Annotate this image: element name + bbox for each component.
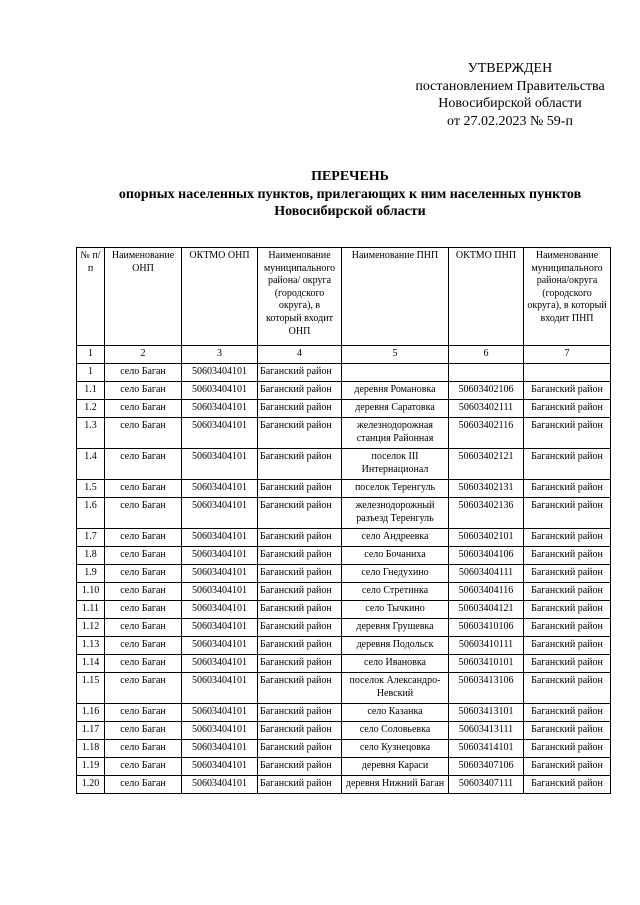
- pnp-oktmo-cell: 50603413111: [449, 722, 524, 740]
- pnp-district-cell: Баганский район: [524, 480, 611, 498]
- onp-name-cell: село Баган: [105, 382, 182, 400]
- title-subtitle: опорных населенных пунктов, прилегающих к ним населенных пунктов: [118, 186, 582, 202]
- pnp-district-cell: Баганский район: [524, 722, 611, 740]
- onp-name-cell: село Баган: [105, 480, 182, 498]
- table-row: [77, 655, 611, 673]
- table-header-row: [77, 248, 611, 346]
- pnp-oktmo-cell: [449, 364, 524, 382]
- row-number-cell: 1.13: [77, 637, 105, 655]
- column-number: 6: [449, 346, 524, 364]
- onp-oktmo-cell: 50603404101: [182, 758, 258, 776]
- onp-district-cell: Баганский район: [258, 547, 342, 565]
- onp-name-cell: село Баган: [105, 655, 182, 673]
- settlements-table: [76, 247, 611, 794]
- onp-name-cell: село Баган: [105, 673, 182, 704]
- row-number-cell: 1.17: [77, 722, 105, 740]
- pnp-oktmo-cell: 50603410101: [449, 655, 524, 673]
- column-number: 2: [105, 346, 182, 364]
- pnp-name-cell: село Андреевка: [342, 529, 449, 547]
- row-number-cell: 1.5: [77, 480, 105, 498]
- pnp-name-cell: поселок Теренгуль: [342, 480, 449, 498]
- row-number-cell: 1.18: [77, 740, 105, 758]
- pnp-oktmo-cell: 50603404111: [449, 565, 524, 583]
- pnp-name-cell: деревня Подольск: [342, 637, 449, 655]
- onp-district-cell: Баганский район: [258, 740, 342, 758]
- title-region: Новосибирской области: [274, 204, 426, 219]
- table-row: [77, 382, 611, 400]
- pnp-district-cell: Баганский район: [524, 547, 611, 565]
- onp-oktmo-cell: 50603404101: [182, 364, 258, 382]
- pnp-district-cell: Баганский район: [524, 619, 611, 637]
- row-number-cell: 1.14: [77, 655, 105, 673]
- onp-district-cell: Баганский район: [258, 637, 342, 655]
- onp-district-cell: Баганский район: [258, 565, 342, 583]
- onp-name-cell: село Баган: [105, 704, 182, 722]
- pnp-oktmo-cell: 50603402136: [449, 498, 524, 529]
- onp-name-cell: село Баган: [105, 498, 182, 529]
- onp-oktmo-cell: 50603404101: [182, 722, 258, 740]
- onp-oktmo-cell: 50603404101: [182, 655, 258, 673]
- pnp-district-cell: Баганский район: [524, 704, 611, 722]
- onp-name-cell: село Баган: [105, 740, 182, 758]
- onp-district-cell: Баганский район: [258, 655, 342, 673]
- pnp-oktmo-cell: 50603414101: [449, 740, 524, 758]
- pnp-name-cell: село Ивановка: [342, 655, 449, 673]
- onp-district-cell: Баганский район: [258, 619, 342, 637]
- row-number-cell: 1.4: [77, 449, 105, 480]
- onp-oktmo-cell: 50603404101: [182, 498, 258, 529]
- pnp-oktmo-cell: 50603404121: [449, 601, 524, 619]
- approval-decree: постановлением Правительства: [415, 78, 605, 94]
- pnp-name-cell: село Гнедухино: [342, 565, 449, 583]
- table-row: [77, 601, 611, 619]
- row-number-cell: 1.10: [77, 583, 105, 601]
- row-number-cell: 1.7: [77, 529, 105, 547]
- pnp-name-cell: деревня Нижний Баган: [342, 776, 449, 794]
- table-row: [77, 740, 611, 758]
- onp-oktmo-cell: 50603404101: [182, 704, 258, 722]
- header-pnp-district: Наименование муниципального района/округа (городского округа), в который входит ПНП: [524, 248, 611, 346]
- pnp-oktmo-cell: 50603404116: [449, 583, 524, 601]
- pnp-district-cell: Баганский район: [524, 776, 611, 794]
- row-number-cell: 1.20: [77, 776, 105, 794]
- pnp-name-cell: село Казанка: [342, 704, 449, 722]
- table-row: [77, 480, 611, 498]
- onp-name-cell: село Баган: [105, 529, 182, 547]
- pnp-district-cell: Баганский район: [524, 400, 611, 418]
- table-row: [77, 449, 611, 480]
- pnp-district-cell: Баганский район: [524, 382, 611, 400]
- onp-district-cell: Баганский район: [258, 400, 342, 418]
- onp-name-cell: село Баган: [105, 722, 182, 740]
- pnp-oktmo-cell: 50603410111: [449, 637, 524, 655]
- onp-oktmo-cell: 50603404101: [182, 673, 258, 704]
- column-number-row: [77, 346, 611, 364]
- onp-oktmo-cell: 50603404101: [182, 776, 258, 794]
- onp-oktmo-cell: 50603404101: [182, 529, 258, 547]
- table-row: [77, 758, 611, 776]
- row-number-cell: 1.12: [77, 619, 105, 637]
- pnp-name-cell: деревня Караси: [342, 758, 449, 776]
- column-number: 5: [342, 346, 449, 364]
- pnp-district-cell: Баганский район: [524, 449, 611, 480]
- row-number-cell: 1.2: [77, 400, 105, 418]
- pnp-district-cell: Баганский район: [524, 601, 611, 619]
- onp-name-cell: село Баган: [105, 758, 182, 776]
- pnp-name-cell: село Соловьевка: [342, 722, 449, 740]
- table-row: [77, 547, 611, 565]
- pnp-district-cell: Баганский район: [524, 529, 611, 547]
- onp-oktmo-cell: 50603404101: [182, 400, 258, 418]
- onp-oktmo-cell: 50603404101: [182, 619, 258, 637]
- pnp-name-cell: деревня Грушевка: [342, 619, 449, 637]
- table-body: [77, 346, 611, 794]
- pnp-name-cell: поселок Александро-Невский: [342, 673, 449, 704]
- onp-name-cell: село Баган: [105, 449, 182, 480]
- pnp-name-cell: железнодорожный разъезд Теренгуль: [342, 498, 449, 529]
- table-row: [77, 583, 611, 601]
- column-number: 1: [77, 346, 105, 364]
- row-number-cell: 1.16: [77, 704, 105, 722]
- onp-district-cell: Баганский район: [258, 498, 342, 529]
- header-onp-oktmo: ОКТМО ОНП: [182, 248, 258, 346]
- pnp-oktmo-cell: 50603402121: [449, 449, 524, 480]
- table-row: [77, 498, 611, 529]
- pnp-name-cell: деревня Романовка: [342, 382, 449, 400]
- pnp-oktmo-cell: 50603404106: [449, 547, 524, 565]
- onp-district-cell: Баганский район: [258, 529, 342, 547]
- onp-name-cell: село Баган: [105, 364, 182, 382]
- table-row: [77, 565, 611, 583]
- approval-date: от 27.02.2023 № 59-п: [447, 113, 573, 129]
- onp-name-cell: село Баган: [105, 583, 182, 601]
- onp-name-cell: село Баган: [105, 565, 182, 583]
- onp-name-cell: село Баган: [105, 637, 182, 655]
- onp-district-cell: Баганский район: [258, 364, 342, 382]
- row-number-cell: 1.15: [77, 673, 105, 704]
- pnp-oktmo-cell: 50603402106: [449, 382, 524, 400]
- document-title: [70, 168, 630, 221]
- onp-district-cell: Баганский район: [258, 418, 342, 449]
- row-number-cell: 1.8: [77, 547, 105, 565]
- onp-oktmo-cell: 50603404101: [182, 565, 258, 583]
- pnp-district-cell: Баганский район: [524, 565, 611, 583]
- pnp-oktmo-cell: 50603402111: [449, 400, 524, 418]
- onp-district-cell: Баганский район: [258, 722, 342, 740]
- onp-oktmo-cell: 50603404101: [182, 547, 258, 565]
- pnp-district-cell: Баганский район: [524, 637, 611, 655]
- onp-oktmo-cell: 50603404101: [182, 480, 258, 498]
- pnp-oktmo-cell: 50603413106: [449, 673, 524, 704]
- pnp-name-cell: село Тычкино: [342, 601, 449, 619]
- onp-oktmo-cell: 50603404101: [182, 418, 258, 449]
- row-number-cell: 1.3: [77, 418, 105, 449]
- pnp-oktmo-cell: 50603402101: [449, 529, 524, 547]
- pnp-oktmo-cell: 50603402116: [449, 418, 524, 449]
- column-number: 3: [182, 346, 258, 364]
- pnp-district-cell: [524, 364, 611, 382]
- title-heading: ПЕРЕЧЕНЬ: [311, 169, 389, 184]
- onp-name-cell: село Баган: [105, 400, 182, 418]
- onp-district-cell: Баганский район: [258, 449, 342, 480]
- onp-district-cell: Баганский район: [258, 776, 342, 794]
- column-number: 7: [524, 346, 611, 364]
- pnp-name-cell: деревня Саратовка: [342, 400, 449, 418]
- row-number-cell: 1.1: [77, 382, 105, 400]
- row-number-cell: 1.19: [77, 758, 105, 776]
- approval-heading: УТВЕРЖДЕН: [467, 61, 553, 76]
- onp-oktmo-cell: 50603404101: [182, 382, 258, 400]
- table-row: [77, 619, 611, 637]
- pnp-name-cell: железнодорожная станция Районная: [342, 418, 449, 449]
- pnp-district-cell: Баганский район: [524, 740, 611, 758]
- approval-region: Новосибирской области: [438, 96, 582, 111]
- onp-oktmo-cell: 50603404101: [182, 601, 258, 619]
- pnp-name-cell: село Бочаниха: [342, 547, 449, 565]
- onp-district-cell: Баганский район: [258, 480, 342, 498]
- table-row: [77, 776, 611, 794]
- pnp-district-cell: Баганский район: [524, 673, 611, 704]
- table-row: [77, 418, 611, 449]
- pnp-oktmo-cell: 50603407111: [449, 776, 524, 794]
- onp-oktmo-cell: 50603404101: [182, 637, 258, 655]
- table-row: [77, 400, 611, 418]
- row-number-cell: 1: [77, 364, 105, 382]
- table-row: [77, 704, 611, 722]
- onp-oktmo-cell: 50603404101: [182, 740, 258, 758]
- pnp-district-cell: Баганский район: [524, 498, 611, 529]
- onp-district-cell: Баганский район: [258, 758, 342, 776]
- column-number: 4: [258, 346, 342, 364]
- approval-stamp: [380, 60, 640, 130]
- onp-oktmo-cell: 50603404101: [182, 583, 258, 601]
- onp-district-cell: Баганский район: [258, 704, 342, 722]
- header-onp-district: Наименование муниципального района/ округа (городского округа), в который входит ОНП: [258, 248, 342, 346]
- row-number-cell: 1.11: [77, 601, 105, 619]
- pnp-district-cell: Баганский район: [524, 583, 611, 601]
- row-number-cell: 1.9: [77, 565, 105, 583]
- pnp-oktmo-cell: 50603410106: [449, 619, 524, 637]
- table-row: [77, 722, 611, 740]
- onp-district-cell: Баганский район: [258, 583, 342, 601]
- pnp-name-cell: поселок III Интернационал: [342, 449, 449, 480]
- pnp-oktmo-cell: 50603407106: [449, 758, 524, 776]
- onp-oktmo-cell: 50603404101: [182, 449, 258, 480]
- table-row: [77, 673, 611, 704]
- table-row: [77, 529, 611, 547]
- pnp-district-cell: Баганский район: [524, 418, 611, 449]
- pnp-oktmo-cell: 50603402131: [449, 480, 524, 498]
- pnp-name-cell: село Кузнецовка: [342, 740, 449, 758]
- onp-name-cell: село Баган: [105, 547, 182, 565]
- onp-name-cell: село Баган: [105, 418, 182, 449]
- onp-name-cell: село Баган: [105, 619, 182, 637]
- header-onp-name: Наименование ОНП: [105, 248, 182, 346]
- onp-district-cell: Баганский район: [258, 673, 342, 704]
- header-number: № п/п: [77, 248, 105, 346]
- onp-name-cell: село Баган: [105, 776, 182, 794]
- row-number-cell: 1.6: [77, 498, 105, 529]
- header-pnp-name: Наименование ПНП: [342, 248, 449, 346]
- onp-name-cell: село Баган: [105, 601, 182, 619]
- pnp-district-cell: Баганский район: [524, 655, 611, 673]
- pnp-name-cell: [342, 364, 449, 382]
- onp-district-cell: Баганский район: [258, 382, 342, 400]
- pnp-oktmo-cell: 50603413101: [449, 704, 524, 722]
- header-pnp-oktmo: ОКТМО ПНП: [449, 248, 524, 346]
- table-row: [77, 364, 611, 382]
- table-row: [77, 637, 611, 655]
- pnp-name-cell: село Стретинка: [342, 583, 449, 601]
- onp-district-cell: Баганский район: [258, 601, 342, 619]
- pnp-district-cell: Баганский район: [524, 758, 611, 776]
